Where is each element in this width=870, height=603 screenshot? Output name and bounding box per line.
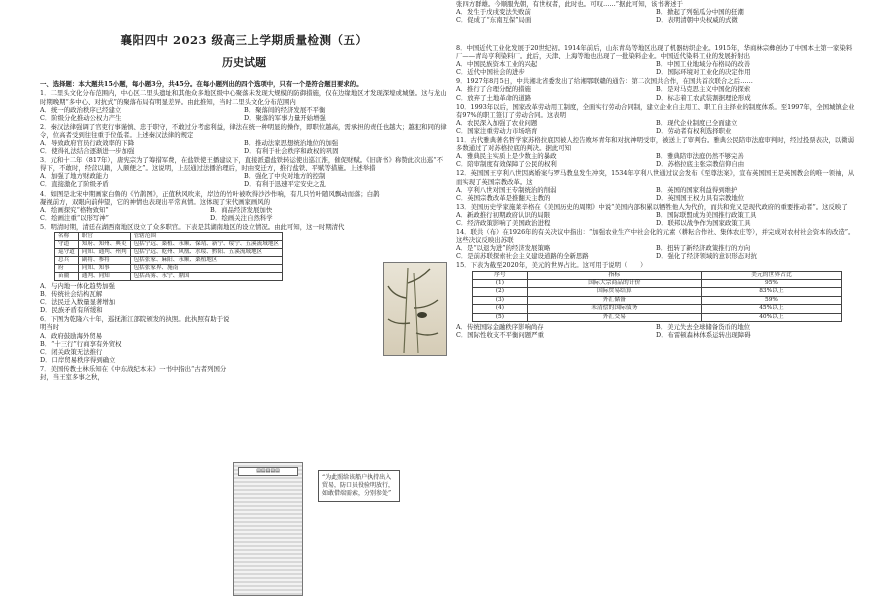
table-cell: 府 <box>55 265 79 273</box>
table-cell: 国际大宗商品的计价 <box>527 279 701 287</box>
question-stem: 7．美国传教士林乐知在《中东战纪本末》一书中指出“古者列国分封，当王室多事之秋， <box>40 364 227 382</box>
question-1 <box>40 89 448 121</box>
table-row <box>473 313 842 321</box>
table-header-row <box>55 233 283 241</box>
option-b: B．雅典陪审法庭仍然不够完善 <box>656 152 744 161</box>
option-a: A．加强了地方财政能力 <box>40 172 109 181</box>
section-heading: 一、选择题：本大题共15小题，每小题3分，共45分。在每小题列出的四个选项中，只有一个是符合题目要求的。 <box>40 80 363 88</box>
q7-continued <box>456 0 856 44</box>
question-10 <box>456 103 856 135</box>
option-a: A．亨利八世对国王专制统治的削弱 <box>456 185 557 194</box>
table-cell: 包括张家界、施南 <box>130 265 282 273</box>
option-c: C．绘画注重“以形写神” <box>40 213 109 222</box>
table-row <box>473 296 842 304</box>
option-a: A．推行了合理分配的措施 <box>456 85 531 94</box>
exam-title: 襄阳四中 2023 级高三上学期质量检测（五） <box>120 33 368 47</box>
table-header-cell: 名称 <box>55 233 79 241</box>
question-stem: 13．美国历史学家施莱辛格在《美国历史的周期》中说“美国内部积累以牺牲他人为代价，而共和党又是现代政府的重要推动者”。这反映了 <box>456 202 848 211</box>
table-row <box>473 288 842 296</box>
table-header-cell: 管辖范围 <box>130 233 282 241</box>
option-b: B．现代企业制度已全面建立 <box>656 118 738 127</box>
option-d: D．聚落的军事力量开始增强 <box>244 113 326 122</box>
table-cell: 外汇交易 <box>527 313 701 321</box>
table-cell: (5) <box>473 313 528 321</box>
option-c: C．直接激化了阶级矛盾 <box>40 180 109 189</box>
option-d: D．有利于迅速平定安史之乱 <box>244 180 326 189</box>
exam-subtitle: 历史试题 <box>222 56 266 69</box>
dollar-share-table <box>472 271 842 322</box>
option-d: D．绘画关注自然科学 <box>210 213 273 222</box>
option-b: B．商品经济发展加快 <box>210 205 273 214</box>
table-cell: (1) <box>473 279 528 287</box>
table-cell: 包括高雾、永宁、鼎国 <box>130 273 282 281</box>
option-b: B．推动法家思想统治地位的加强 <box>244 138 339 147</box>
right-column <box>456 0 856 603</box>
option-a: A．雅典民主实质上是少数主的暴政 <box>456 152 557 161</box>
table-row <box>55 265 283 273</box>
option-c: C．使得礼法结合逐渐进一步加强 <box>40 147 135 156</box>
option-c: C．经济政策影响了美国政治进程 <box>456 218 551 227</box>
license-quote: “为此照给该船户执持出入贸易，防口员役验明放行，如敢借端需索，分别参处” <box>322 474 395 497</box>
option-b: B．聚落间的经济发展不平衡 <box>244 105 326 114</box>
question-2 <box>40 123 448 155</box>
question-4 <box>40 190 380 222</box>
table-cell: 苗疆 <box>55 273 79 281</box>
option-c: C．阶级分化推动公权力产生 <box>40 113 122 122</box>
option-c: C．法民迁入数量显著增加 <box>40 298 116 307</box>
question-stem: 6．下图为乾隆六十年，巡抚浙江部院颁发的执照。此执照有助于说明当时 <box>40 315 230 332</box>
question-8 <box>456 44 856 76</box>
question-stem: 12．英国国王亨利八世因离婚案与罗马教皇发生冲突，1534年亨利八世通过议会发布《至尊法案》，宣布英国国王是英国教会的唯一领袖，从而实现了英国宗教改革。这 <box>456 169 855 186</box>
option-c: C．是前苏联探索社会主义建设道路的全新思路 <box>456 252 589 261</box>
question-stem: 9．1927年8月5日，中共湘北省委发出了给湘鄂联赣的通告：第二次国共合作，在国共首次联合之后…… <box>456 77 753 86</box>
table-cell: 未清偿的国际债务 <box>527 305 701 313</box>
option-b: B．美元失去全球储备货币的地位 <box>656 322 751 331</box>
table-cell: 包括宁远、桑植、永顺、保靖、新宁、绥宁、五溪流域地区 <box>130 241 282 249</box>
table-cell: 通判、同知 <box>78 273 130 281</box>
question-stem: 5．明清时期，清廷在湖西南地区设立了众多职官。下表是其湖南地区的设立情况。由此可知，这一时期清代 <box>40 222 345 231</box>
question-stem-continued: 张四方群雄。今顺服先朝，有世权者，此时也。可叹……”据此可知，该书著述于 <box>456 0 683 8</box>
option-a: A．农民深入加强了农业问题 <box>456 118 538 127</box>
table-cell: 包括宁远、乾州、风凰、水绥、黔阳、五溪流域地区 <box>130 249 282 257</box>
question-12 <box>456 169 856 201</box>
option-a: A．是“以退为进”的经济发展策略 <box>456 244 551 253</box>
option-c: C．近代中国社会的进步 <box>456 68 525 77</box>
option-a: A．与内地一体化趋势加强 <box>40 282 115 290</box>
table-row <box>55 249 283 257</box>
table-cell: 知府、知州、典吏 <box>78 241 130 249</box>
table-row <box>473 305 842 313</box>
option-c: C．国家注重劳动力市场培育 <box>456 126 538 135</box>
option-c: C．国际性收支不平衡问题严重 <box>456 331 544 340</box>
table-cell: 83%以上 <box>701 288 841 296</box>
table-header-cell: 职官 <box>78 233 130 241</box>
option-d: D．劳动者有权利选择职业 <box>656 126 732 135</box>
question-stem: 10．1993年以后，国家改革劳动用工制度，全面实行劳动合同制，建立企业自主用工、职工自主择业的制度体系。至1997年，全国城镇企业有97%的职工签订了劳动合同。这表明 <box>456 102 855 119</box>
question-15 <box>456 261 856 339</box>
question-stem: 11．古代雅典著名哲学家苏格拉底因被人控告败坏青年和对抗神明受审，被送上了审判台。雅典公民陪审法庭审判时，经过投票表决，以微弱多数通过了对苏格拉底的判决。据此可知 <box>456 136 854 153</box>
table-cell: 同知、知事 <box>78 265 130 273</box>
option-b: B．国际联盟成为美国推行政策工具 <box>656 210 757 219</box>
option-a: A．发生于戊戌变法失败前 <box>456 8 531 17</box>
bamboo-bird-painting-image <box>383 262 447 356</box>
license-header: ▤▤▤▤▤ <box>238 467 298 476</box>
bamboo-icon <box>384 263 446 355</box>
table-cell: 国际贸易结算 <box>527 288 701 296</box>
option-b: B．“十三行”行商享有外贸权 <box>40 339 122 348</box>
option-d: D．强化了经济领域的意识形态对抗 <box>656 252 757 261</box>
option-a: A．绘画探究“格物致知” <box>40 205 109 214</box>
option-b: B．强化了中央对地方的控制 <box>244 172 326 181</box>
table-cell: 40%以上 <box>701 313 841 321</box>
license-document-image <box>233 462 303 596</box>
table-cell: 同知、通判、州判 <box>78 249 130 257</box>
option-c: C．陪审制度有效保障了公民的权利 <box>456 160 557 169</box>
question-stem: 2．秦汉法律强调了官吏行事谨慎、忠于职守，不敢过分考虑利益，律法在统一种明显的操作，即职位越高，需承担的责任也越大；越犯和同的律令，位高者受到往往重于位低者。上述秦汉法律的规定 <box>40 122 447 139</box>
table-cell: 总兵 <box>55 257 79 265</box>
option-a: A．中国民族资本工业的兴起 <box>456 60 538 69</box>
option-d: D．口岸贸易秩序得到确立 <box>40 355 116 364</box>
table-cell: 95% <box>701 279 841 287</box>
option-d: D．表明清朝中央权威的式微 <box>656 16 738 25</box>
table-row <box>55 273 283 281</box>
option-d: D．民族矛盾有所缓和 <box>40 306 103 315</box>
table-cell: 外汇储备 <box>527 296 701 304</box>
option-b: B．传统社会结构瓦解 <box>40 290 103 299</box>
question-stem: 4．如图是北宋中期画家白鲁的《竹鹊图》，正值秋风吹来，岸边的竹叶被吹得沙沙作响，有几只竹叶随风飘动而落；白鹊凝视前方，双眼向前伸望，它的神情也表现出平常真情。这体现了宋代画家画风的 <box>40 189 380 206</box>
table-header-cell: 美元的世界占比 <box>701 271 841 279</box>
option-b: B．扭转了新经济政策推行的方向 <box>656 244 751 253</box>
option-c: C．闭关政策无法推行 <box>40 347 103 356</box>
option-d: D．国际环境对工业化的决定作用 <box>656 68 751 77</box>
option-d: D．苏格拉底主张宗教信仰自由 <box>656 160 745 169</box>
license-quote-box <box>318 470 400 502</box>
option-a: A．传统国际金融秩序影响尚存 <box>456 322 544 331</box>
option-c: C．促成了“东南互保”局面 <box>456 16 532 25</box>
question-7 <box>40 365 230 381</box>
option-b: B．是对马克思主义中国化的探索 <box>656 85 751 94</box>
table-header-cell: 序号 <box>473 271 528 279</box>
option-b: B．掀起了列强瓜分中国的狂潮 <box>656 8 744 17</box>
option-d: D．有利于社会秩序和政权的巩固 <box>244 147 339 156</box>
table-cell: 59% <box>701 296 841 304</box>
option-d: D．标志着工农武装割据理论形成 <box>656 93 751 102</box>
option-b: B．英国的国家利益得到维护 <box>656 185 738 194</box>
question-3 <box>40 156 448 188</box>
option-b: B．中国工业地域分布格局的改善 <box>656 60 751 69</box>
table-cell: 包括张家、麻阳、永顺、桑植地区 <box>130 257 282 265</box>
question-stem: 3．元和十二年（817年），唐宪宗为了筹措军费，在盐铁使王播建议下，直接派遣盐铁转运使出巡江淮，催促财赋。《旧唐书》称赞此次出巡“不得下，不敢时，经营以籍，人颇便之”。这说明，上层通过法播治理后，时由变迁方，推行盐铁、平赋等措施。上述举措 <box>40 156 443 173</box>
question-stem: 15．下表为截至2020年，美元的世界占比。这可用于说明（ ） <box>456 261 647 270</box>
table-cell: (3) <box>473 296 528 304</box>
table-cell: (4) <box>473 305 528 313</box>
question-6 <box>40 315 230 364</box>
table-row <box>55 257 283 265</box>
official-table <box>54 232 283 281</box>
table-row <box>473 279 842 287</box>
option-d: D．英国国王权力具有宗教地位 <box>656 193 745 202</box>
question-11 <box>456 136 856 168</box>
option-d: D．联邦以战争作为国家政策工具 <box>656 218 751 227</box>
table-header-cell: 指标 <box>527 271 701 279</box>
question-13 <box>456 203 856 227</box>
table-cell: 守道 <box>55 241 79 249</box>
table-cell: 巡守道 <box>55 249 79 257</box>
option-a: A．政府鼓励海外贸易 <box>40 331 103 340</box>
option-d: D．布雷顿森林体系运转出现障碍 <box>656 331 751 340</box>
table-cell: 副将、参将 <box>78 257 130 265</box>
question-stem: 8．中国近代工业化发展于20世纪初。1914年前后，山东青岛等地区出现了机器纺织企业。1915年，华商林宗彝创办了中国本土第一家染料厂——青岛亨利染料厂。此后，天津、上海等地也出现了一批染料企业。中国近代染料工业的发展折射出 <box>456 44 853 61</box>
option-a: A．导致政府官员行政效率的下降 <box>40 138 135 147</box>
option-a: A．新政推行初期政府认识的局限 <box>456 210 551 219</box>
option-a: A．统一的政治秩序已经建立 <box>40 105 122 114</box>
table-header-row <box>473 271 842 279</box>
question-stem: 1．二里头文化分布范围内，中心区二里头遗址和其他众多地区级中心聚落未发现大规模的防御措施，仅在边缘地区才发现深壕或城堡。这与龙山时期晚期“多中心、对抗式”的聚落布局有明显差异。由此推知，当时二里头文化分布范围内 <box>40 89 447 106</box>
table-cell: (2) <box>473 288 528 296</box>
table-row <box>55 241 283 249</box>
option-c: C．英国宗教改革是推翻天主教的 <box>456 193 551 202</box>
question-14 <box>456 228 856 260</box>
table-cell: 45%以上 <box>701 305 841 313</box>
question-stem: 14．联共（布）在1926年的有关决议中指出：“加强农业生产中社会化的元素（耕耘合作社、集体农庄等），并完成对农村社会资本的改造”。这些决议反映出苏联 <box>456 228 855 245</box>
option-c: C．放弃了土地革命的道路 <box>456 93 532 102</box>
question-9 <box>456 77 856 101</box>
